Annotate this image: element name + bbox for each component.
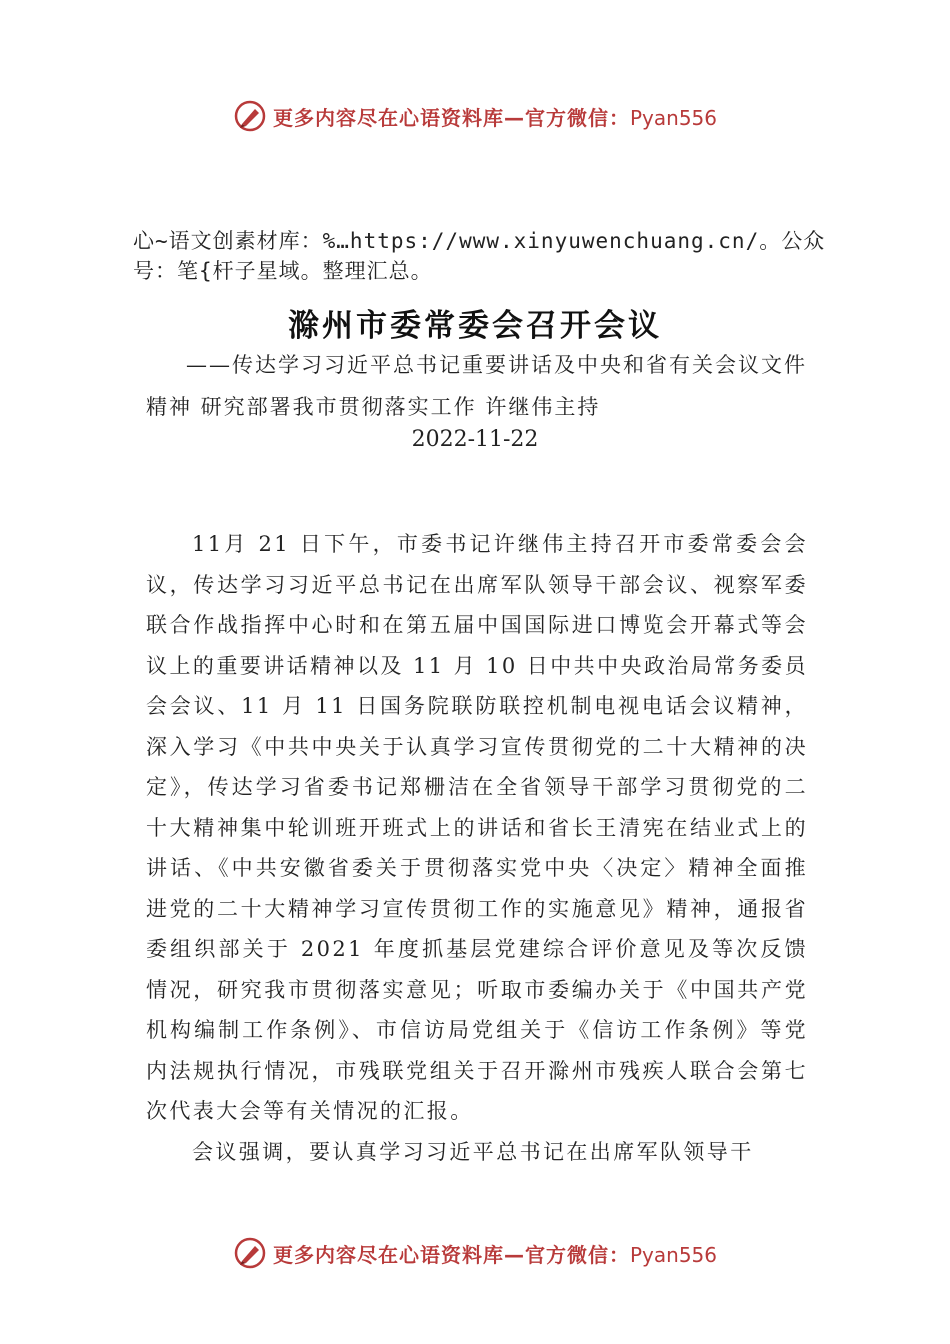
article-date: 2022-11-22 (411, 427, 539, 452)
watermark-text: 更多内容尽在心语资料库—官方微信：Pyan556 (272, 105, 717, 130)
watermark-text: 更多内容尽在心语资料库—官方微信：Pyan556 (272, 1242, 717, 1267)
article-title: 滁州市委常委会召开会议 (288, 308, 662, 344)
paragraph: 11月 21 日下午，市委书记许继伟主持召开市委常委会会议，传达学习习近平总书记在出席军队领导干部会议、视察军委联合作战指挥中心时和在第五届中国国际进口博览会开幕式等会议上的重要讲话精神以及 11 月 10 日中共中央政治局常务委员会会议、11 月 11 日国务院联防联控机制电视电话会议精神，深入学习《中共中央关于认真学习宣传贯彻党的二十大精神的决定》，传达学习省委书记郑栅洁在全省领导干部学习贯彻党的二十大精神集中轮训班开班式上的讲话和省长王清宪在结业式上的讲话、《中共安徽省委关于贯彻落实党中央〈决定〉精神全面推进党的二十大精神学习宣传贯彻工作的实施意见》精神，通报省委组织部关于 2021 年度抓基层党建综合评价意见及等次反馈情况，研究我市贯彻落实意见；听取市委编办关于《中国共产党机构编制工作条例》、市信访局党组关于《信访工作条例》等党内法规执行情况，市残联党组关于召开滁州市残疾人联合会第七次代表大会等有关情况的汇报。 (146, 532, 808, 1123)
header-watermark (0, 96, 950, 136)
footer-watermark (0, 1233, 950, 1273)
paragraph: 会议强调，要认真学习习近平总书记在出席军队领导干 (192, 1139, 754, 1164)
pen-nib-logo-icon (233, 99, 267, 133)
source-note: 心~语文创素材库：%…https://www.xinyuwenchuang.cn/。公众号：笔{杆子星域。整理汇总。 (133, 229, 826, 283)
article-body (146, 524, 808, 1172)
article-subtitle: ——传达学习习近平总书记重要讲话及中央和省有关会议文件精神 研究部署我市贯彻落实工作 许继伟主持 (146, 353, 807, 419)
pen-nib-logo-icon (233, 1236, 267, 1270)
